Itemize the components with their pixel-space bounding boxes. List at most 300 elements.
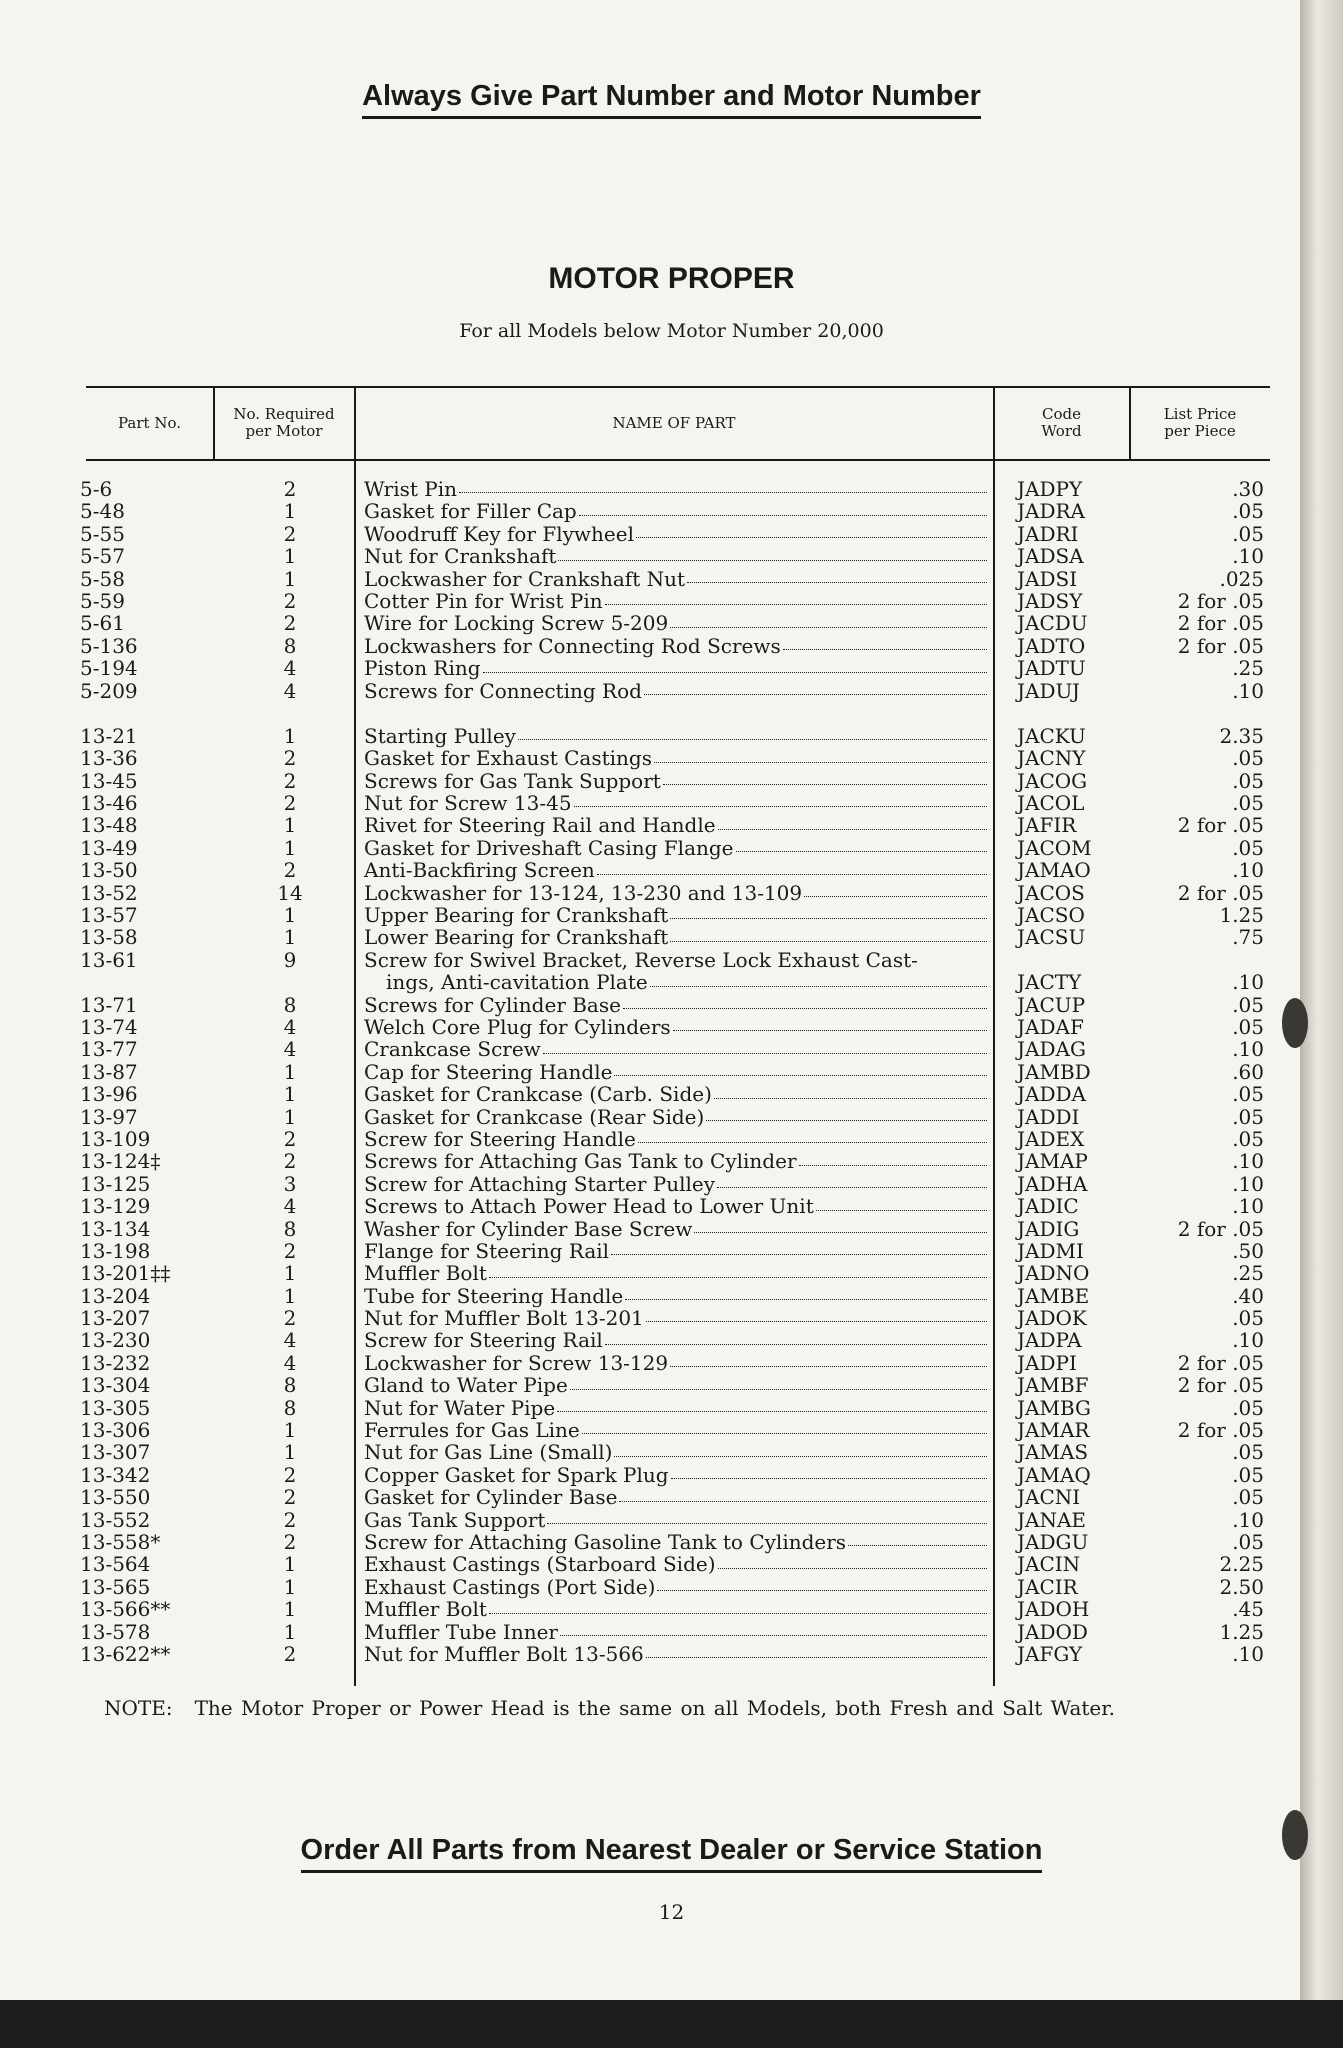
list-price: .10	[1232, 1171, 1264, 1196]
code-word: JADIC	[1017, 1194, 1079, 1219]
quantity-required: 1	[283, 835, 297, 860]
part-number: 13-48	[80, 813, 138, 838]
dot-leader	[558, 560, 987, 561]
dot-leader	[489, 1613, 987, 1614]
code-word: JADIG	[1017, 1216, 1080, 1241]
col-header-code	[994, 406, 1129, 440]
code-word: JAMAQ	[1017, 1462, 1091, 1487]
code-word: JADAF	[1017, 1015, 1084, 1039]
col-header-qty	[214, 406, 354, 440]
part-name	[364, 1307, 989, 1329]
dot-leader	[623, 1008, 987, 1009]
list-price: .10	[1232, 970, 1264, 995]
part-name	[364, 1464, 989, 1486]
list-price: 2 for .05	[1177, 880, 1264, 905]
dot-leader	[605, 1344, 987, 1345]
quantity-required: 2	[283, 477, 297, 501]
page-title: MOTOR PROPER	[548, 262, 795, 295]
part-name-text: Cap for Steering Handle	[364, 1059, 613, 1084]
table-row	[0, 1016, 1300, 1038]
dot-leader	[611, 1254, 987, 1255]
list-price: .40	[1232, 1283, 1264, 1308]
code-word: JANAE	[1017, 1507, 1087, 1532]
table-row	[0, 1621, 1300, 1643]
part-number: 13-57	[80, 903, 138, 928]
quantity-required: 2	[283, 791, 297, 816]
dot-leader	[459, 492, 987, 493]
part-number: 5-209	[80, 678, 138, 703]
table-row	[0, 1509, 1300, 1531]
table-row	[0, 1173, 1300, 1195]
list-price: .60	[1232, 1059, 1264, 1084]
part-number: 5-48	[80, 499, 125, 524]
dot-leader	[663, 784, 987, 785]
dot-leader	[582, 1433, 987, 1434]
dot-leader	[657, 1590, 987, 1591]
dot-leader	[804, 896, 987, 897]
dot-leader	[605, 604, 987, 605]
list-price: .25	[1232, 1261, 1264, 1286]
part-number: 13-129	[80, 1194, 151, 1219]
quantity-required: 2	[283, 1462, 297, 1487]
quantity-required: 1	[283, 723, 297, 748]
part-name-text: Screw for Steering Rail	[364, 1328, 603, 1353]
code-word: JADRA	[1017, 499, 1085, 524]
code-word: JADEX	[1017, 1126, 1085, 1151]
dot-leader	[560, 1635, 987, 1636]
part-name	[364, 725, 989, 747]
list-price: 2 for .05	[1177, 1216, 1264, 1241]
quantity-required: 2	[283, 521, 297, 546]
quantity-required: 4	[283, 1015, 297, 1039]
dot-leader	[644, 694, 987, 695]
quantity-required: 4	[283, 656, 297, 681]
part-name	[364, 1621, 989, 1643]
part-number: 13-52	[80, 880, 138, 905]
quantity-required: 1	[283, 1597, 297, 1622]
part-name	[364, 1128, 989, 1150]
table-row	[0, 1397, 1300, 1419]
list-price: .45	[1232, 1597, 1264, 1622]
dot-leader	[783, 649, 987, 650]
dot-leader	[597, 874, 987, 875]
table-row	[0, 1486, 1300, 1508]
part-name	[364, 590, 989, 612]
table-row	[0, 1419, 1300, 1441]
page-number: 12	[658, 1900, 685, 1924]
part-name-text: Wrist Pin	[364, 477, 458, 501]
code-word: JACSO	[1017, 903, 1085, 928]
quantity-required: 4	[283, 1350, 297, 1375]
quantity-required: 1	[283, 1418, 297, 1443]
list-price: 2.25	[1219, 1552, 1264, 1577]
quantity-required: 4	[283, 1037, 297, 1062]
part-name-text: Nut for Water Pipe	[364, 1395, 556, 1420]
list-price: .05	[1232, 1082, 1264, 1107]
quantity-required: 1	[283, 813, 297, 838]
part-name-text: Welch Core Plug for Cylinders	[364, 1015, 671, 1039]
code-word: JADTU	[1017, 656, 1086, 681]
dot-leader	[671, 1478, 987, 1479]
quantity-required: 1	[283, 499, 297, 524]
col-header-qty-line1: No. Required	[233, 405, 335, 423]
part-name-text: Screws for Cylinder Base	[364, 992, 621, 1017]
list-price: 2 for .05	[1177, 588, 1264, 613]
table-row	[0, 612, 1300, 634]
quantity-required: 2	[283, 746, 297, 771]
quantity-required: 2	[283, 588, 297, 613]
list-price: 2 for .05	[1177, 1373, 1264, 1398]
quantity-required: 1	[283, 1059, 297, 1084]
code-word: JADUJ	[1017, 678, 1080, 703]
dot-leader	[714, 1098, 987, 1099]
note	[104, 1696, 1254, 1720]
part-name-text: Nut for Crankshaft	[364, 544, 557, 569]
table-row	[0, 1643, 1300, 1665]
quantity-required: 1	[283, 1574, 297, 1599]
footer-banner: Order All Parts from Nearest Dealer or Service Station	[0, 1834, 1343, 1867]
part-name-text: Lockwasher for Crankshaft Nut	[364, 566, 686, 591]
part-number: 5-57	[80, 544, 125, 569]
part-name	[364, 859, 989, 881]
part-number: 13-87	[80, 1059, 138, 1084]
list-price: 2 for .05	[1177, 611, 1264, 636]
part-name-text: Gasket for Crankcase (Carb. Side)	[364, 1082, 712, 1107]
part-name-text: Screw for Steering Handle	[364, 1126, 636, 1151]
dot-leader	[718, 1568, 987, 1569]
table-row	[0, 837, 1300, 859]
part-number: 13-201‡‡	[80, 1261, 171, 1286]
part-name-text: Exhaust Castings (Starboard Side)	[364, 1552, 716, 1577]
code-word: JAMAP	[1017, 1149, 1088, 1174]
dot-leader	[673, 1030, 987, 1031]
part-name	[364, 1352, 989, 1374]
quantity-required: 1	[283, 903, 297, 928]
list-price: .10	[1232, 544, 1264, 569]
list-price: .05	[1232, 992, 1264, 1017]
part-name	[364, 1038, 989, 1060]
table-row	[0, 1352, 1300, 1374]
table-row	[0, 590, 1300, 612]
part-name-text: Screws for Connecting Rod	[364, 678, 642, 703]
dot-leader	[650, 986, 987, 987]
dot-leader	[543, 1053, 987, 1054]
quantity-required: 2	[283, 1126, 297, 1151]
list-price: .10	[1232, 858, 1264, 883]
part-name	[364, 1016, 989, 1038]
part-name	[364, 747, 989, 769]
part-name-text: Nut for Muffler Bolt 13-566	[364, 1641, 644, 1666]
code-word: JADHA	[1017, 1171, 1088, 1196]
list-price: .05	[1232, 791, 1264, 816]
code-word: JADAG	[1017, 1037, 1086, 1062]
table-row	[0, 1307, 1300, 1329]
dot-leader	[489, 1277, 987, 1278]
list-price: .30	[1232, 477, 1264, 501]
table-row	[0, 1329, 1300, 1351]
part-name	[364, 1329, 989, 1351]
part-name	[364, 657, 989, 679]
quantity-required: 2	[283, 1306, 297, 1331]
list-price: .10	[1232, 678, 1264, 703]
col-header-price-line1: List Price	[1163, 405, 1237, 423]
code-word: JACOL	[1017, 791, 1085, 816]
code-word: JACOS	[1017, 880, 1085, 905]
part-number: 13-566**	[80, 1597, 171, 1622]
col-header-name: NAME OF PART	[612, 414, 736, 432]
part-name	[364, 1150, 989, 1172]
part-name	[364, 792, 989, 814]
part-number: 13-198	[80, 1238, 151, 1263]
part-number: 13-36	[80, 746, 138, 771]
code-word: JADTO	[1017, 633, 1086, 658]
part-name-text: Muffler Tube Inner	[364, 1619, 558, 1644]
part-number: 13-49	[80, 835, 138, 860]
part-number: 13-552	[80, 1507, 151, 1532]
code-word: JADGU	[1017, 1529, 1089, 1554]
part-name	[364, 1486, 989, 1508]
part-name-text: Rivet for Steering Rail and Handle	[364, 813, 716, 838]
dot-leader	[483, 672, 987, 673]
list-price: .05	[1232, 1529, 1264, 1554]
part-number: 13-578	[80, 1619, 151, 1644]
part-number: 13-307	[80, 1440, 151, 1465]
code-word: JADPA	[1017, 1328, 1082, 1353]
part-name-text: Ferrules for Gas Line	[364, 1418, 580, 1443]
dot-leader	[574, 806, 987, 807]
part-name	[364, 770, 989, 792]
part-name-text: Woodruff Key for Flywheel	[364, 521, 634, 546]
dot-leader	[625, 1299, 987, 1300]
part-name-text: Screws for Gas Tank Support	[364, 768, 661, 793]
code-word: JADDA	[1017, 1082, 1086, 1107]
code-word: JACDU	[1017, 611, 1088, 636]
part-number: 13-558*	[80, 1529, 161, 1554]
dot-leader	[614, 1075, 987, 1076]
table-row	[0, 1106, 1300, 1128]
quantity-required: 1	[283, 1104, 297, 1129]
part-name-text: Lockwasher for Screw 13-129	[364, 1350, 669, 1375]
part-number: 13-204	[80, 1283, 151, 1308]
part-name-text: Gasket for Driveshaft Casing Flange	[364, 835, 734, 860]
quantity-required: 2	[283, 1238, 297, 1263]
part-name	[364, 680, 989, 702]
part-name-text: Wire for Locking Screw 5-209	[364, 611, 669, 636]
part-number: 13-96	[80, 1082, 138, 1107]
list-price: .05	[1232, 768, 1264, 793]
dot-leader	[579, 515, 987, 516]
table-row	[0, 882, 1300, 904]
part-name	[364, 1083, 989, 1105]
part-name-text: Lower Bearing for Crankshaft	[364, 925, 669, 950]
list-price: .10	[1232, 1037, 1264, 1062]
part-number: 13-622**	[80, 1641, 171, 1666]
part-name-text: Crankcase Screw	[364, 1037, 541, 1062]
part-name-continuation: ings, Anti-cavitation Plate	[386, 970, 648, 995]
part-name-text: Starting Pulley	[364, 723, 516, 748]
dot-leader	[694, 1232, 987, 1233]
part-name	[364, 1218, 989, 1240]
scan-border	[0, 2000, 1343, 2048]
part-name	[364, 1262, 989, 1284]
code-word: JADOH	[1017, 1597, 1090, 1622]
part-name-text: Gasket for Filler Cap	[364, 499, 577, 524]
part-number: 13-71	[80, 992, 138, 1017]
list-price: .05	[1232, 1485, 1264, 1510]
table-row	[0, 904, 1300, 926]
table-row	[0, 1441, 1300, 1463]
part-name	[364, 1441, 989, 1463]
part-name	[364, 612, 989, 634]
table-row	[0, 1374, 1300, 1396]
part-name	[364, 1240, 989, 1262]
dot-leader	[848, 1545, 987, 1546]
part-number: 5-136	[80, 633, 138, 658]
part-number: 5-58	[80, 566, 125, 591]
part-name	[364, 1553, 989, 1575]
quantity-required: 1	[283, 1552, 297, 1577]
list-price: .05	[1232, 1104, 1264, 1129]
part-number: 5-55	[80, 521, 125, 546]
list-price: 2 for .05	[1177, 633, 1264, 658]
list-price: .10	[1232, 1641, 1264, 1666]
list-price: .05	[1232, 499, 1264, 524]
list-price: 1.25	[1219, 903, 1264, 928]
list-price: 2.35	[1219, 723, 1264, 748]
part-number: 13-124‡	[80, 1149, 161, 1174]
part-number: 13-134	[80, 1216, 151, 1241]
quantity-required: 4	[283, 1328, 297, 1353]
code-word: JACSU	[1017, 925, 1086, 950]
col-header-qty-line2: per Motor	[245, 422, 323, 440]
list-price: .50	[1232, 1238, 1264, 1263]
code-word: JADSY	[1017, 588, 1083, 613]
list-price: .05	[1232, 1395, 1264, 1420]
table-row	[0, 680, 1300, 702]
col-header-price	[1130, 406, 1270, 440]
part-name	[364, 837, 989, 859]
table-row	[0, 478, 1300, 500]
quantity-required: 2	[283, 858, 297, 883]
part-name	[364, 1106, 989, 1128]
table-row	[0, 1083, 1300, 1105]
dot-leader	[638, 1142, 987, 1143]
quantity-required: 1	[283, 1619, 297, 1644]
list-price: .25	[1232, 656, 1264, 681]
quantity-required: 2	[283, 1529, 297, 1554]
table-row	[0, 545, 1300, 567]
quantity-required: 4	[283, 678, 297, 703]
list-price: .75	[1232, 925, 1264, 950]
part-name	[364, 500, 989, 522]
code-word: JADSI	[1017, 566, 1078, 591]
code-word: JADDI	[1017, 1104, 1080, 1129]
code-word: JADOD	[1017, 1619, 1088, 1644]
part-number: 13-306	[80, 1418, 151, 1443]
list-price: .025	[1219, 566, 1264, 591]
dot-leader	[654, 762, 987, 763]
part-name-text: Screws for Attaching Gas Tank to Cylinder	[364, 1149, 797, 1174]
table-row	[0, 635, 1300, 657]
table-row	[0, 1598, 1300, 1620]
part-name	[364, 1061, 989, 1083]
part-name	[364, 523, 989, 545]
list-price: .05	[1232, 746, 1264, 771]
code-word: JACNI	[1017, 1485, 1081, 1510]
part-number: 13-232	[80, 1350, 151, 1375]
code-word: JAMBG	[1017, 1395, 1091, 1420]
table-row	[0, 1240, 1300, 1262]
quantity-required: 1	[283, 925, 297, 950]
part-number: 13-564	[80, 1552, 151, 1577]
list-price: .05	[1232, 1126, 1264, 1151]
code-word: JADMI	[1017, 1238, 1084, 1263]
code-word: JADSA	[1017, 544, 1084, 569]
table-top-rule	[86, 386, 1270, 388]
dot-leader	[636, 537, 987, 538]
part-name	[364, 635, 989, 657]
part-number: 5-6	[80, 477, 113, 501]
page-subtitle: For all Models below Motor Number 20,000	[459, 320, 884, 342]
list-price: 2 for .05	[1177, 1418, 1264, 1443]
col-header-price-line2: per Piece	[1164, 422, 1236, 440]
parts-table-body	[0, 478, 1300, 1665]
code-word: JAFGY	[1017, 1641, 1083, 1666]
code-word: JADRI	[1017, 521, 1079, 546]
part-name	[364, 994, 989, 1016]
part-name	[364, 1531, 989, 1553]
part-number: 13-61	[80, 947, 138, 972]
part-name	[364, 1509, 989, 1531]
table-row	[0, 1262, 1300, 1284]
dot-leader	[670, 627, 987, 628]
quantity-required: 8	[283, 1373, 297, 1398]
part-name-text: Cotter Pin for Wrist Pin	[364, 588, 603, 613]
part-name	[364, 545, 989, 567]
dot-leader	[706, 1120, 987, 1121]
table-row	[0, 770, 1300, 792]
part-name-text: Flange for Steering Rail	[364, 1238, 610, 1263]
part-name	[364, 1195, 989, 1217]
list-price: .05	[1232, 521, 1264, 546]
part-number: 13-77	[80, 1037, 138, 1062]
code-word: JADPY	[1017, 477, 1083, 501]
table-row	[0, 1464, 1300, 1486]
dot-leader	[816, 1210, 987, 1211]
part-name-text: Nut for Muffler Bolt 13-201	[364, 1306, 644, 1331]
part-number: 13-46	[80, 791, 138, 816]
part-name-text: Exhaust Castings (Port Side)	[364, 1574, 656, 1599]
table-row	[0, 568, 1300, 590]
table-row	[0, 1128, 1300, 1150]
list-price: .05	[1232, 1462, 1264, 1487]
quantity-required: 1	[283, 566, 297, 591]
part-name-text: Piston Ring	[364, 656, 481, 681]
quantity-required: 1	[283, 1082, 297, 1107]
list-price: .05	[1232, 1306, 1264, 1331]
part-name-text: Muffler Bolt	[364, 1597, 487, 1622]
part-name-text: Nut for Gas Line (Small)	[364, 1440, 613, 1465]
part-name	[364, 814, 989, 836]
part-name-text: Nut for Screw 13-45	[364, 791, 572, 816]
dot-leader	[619, 1501, 987, 1502]
part-name	[364, 478, 989, 500]
part-name-text: Washer for Cylinder Base Screw	[364, 1216, 693, 1241]
dot-leader	[799, 1165, 987, 1166]
part-number: 13-304	[80, 1373, 151, 1398]
quantity-required: 8	[283, 992, 297, 1017]
quantity-required: 2	[283, 1641, 297, 1666]
